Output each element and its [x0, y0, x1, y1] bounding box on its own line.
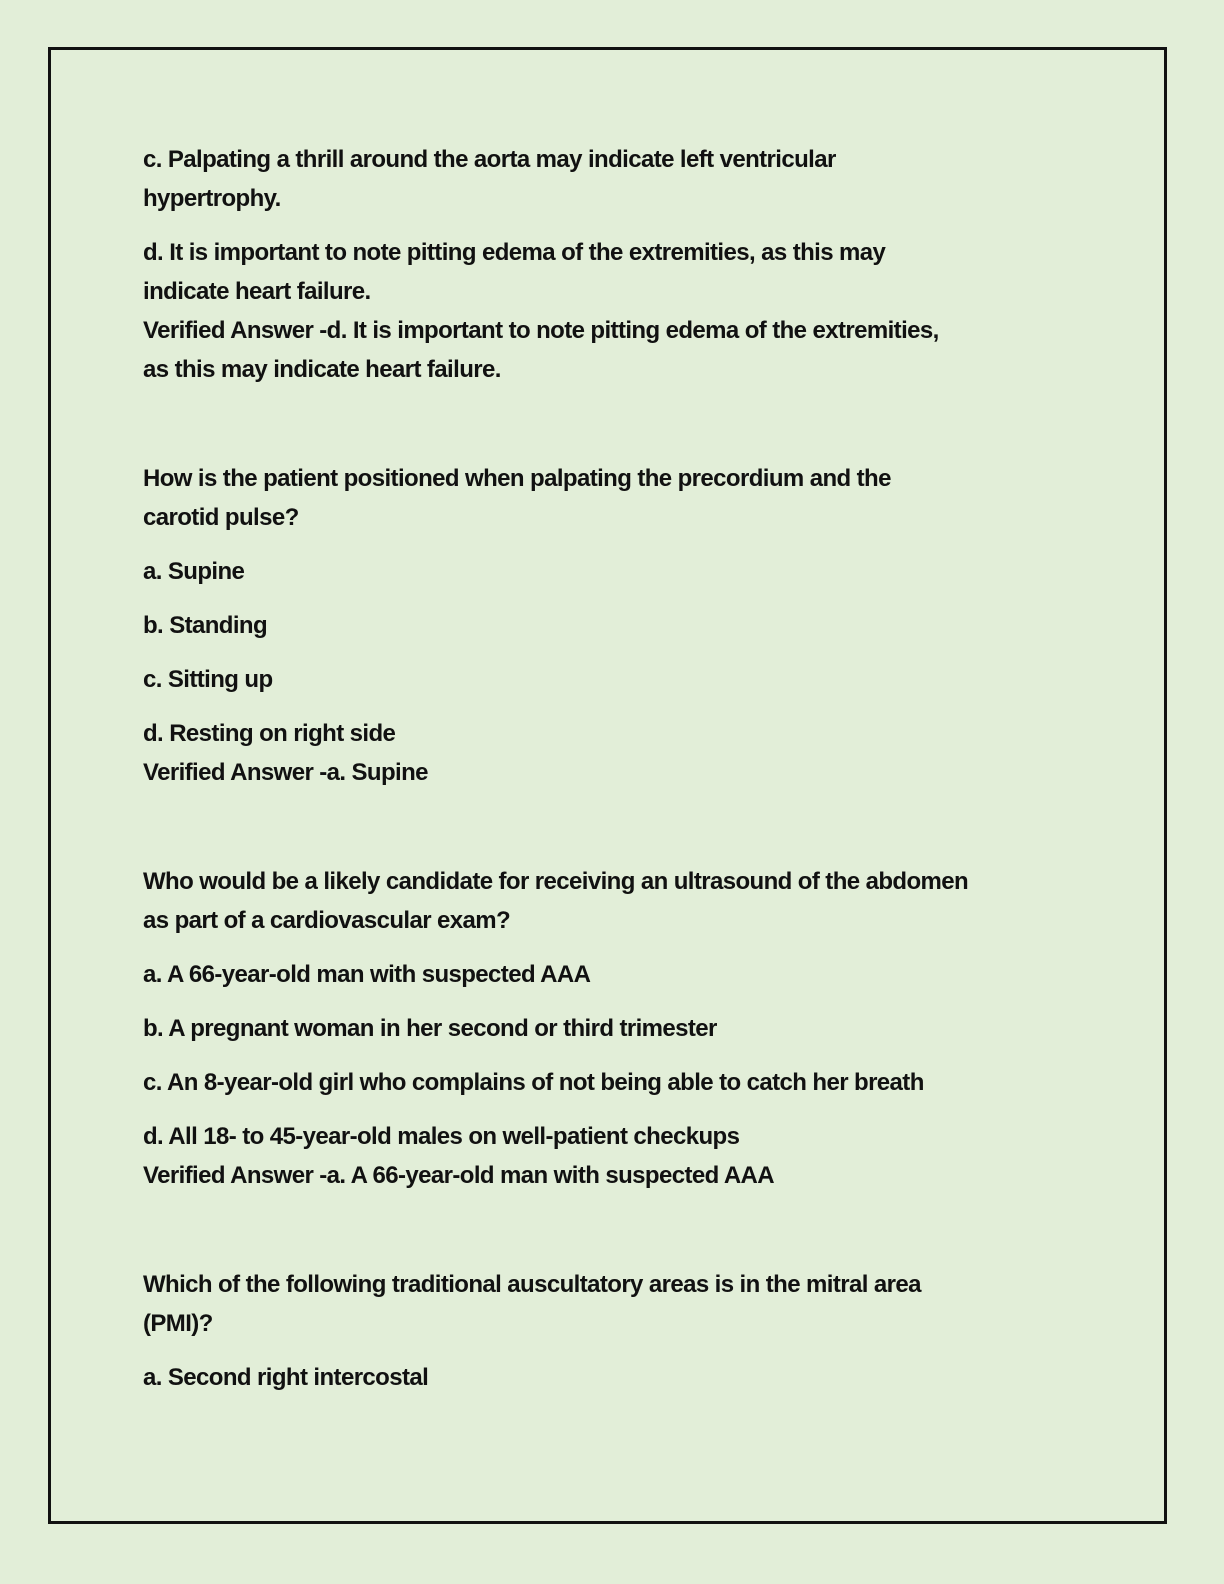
answer-option: b. Standing — [143, 612, 268, 639]
question-line: How is the patient positioned when palpating the precordium and the — [143, 465, 891, 492]
question-block — [143, 459, 1073, 792]
question-text — [143, 459, 1073, 537]
answer-option: a. Second right intercostal — [143, 1364, 429, 1391]
answer-option: a. Supine — [143, 558, 245, 585]
verified-answer: Verified Answer -a. Supine — [143, 759, 428, 786]
question-block — [143, 1265, 1073, 1397]
answer-option: d. All 18- to 45-year-old males on well-patient checkups — [143, 1123, 740, 1150]
question-line: Which of the following traditional auscultatory areas is in the mitral area — [143, 1271, 921, 1298]
answer-option: c. An 8-year-old girl who complains of not being able to catch her breath — [143, 1069, 924, 1096]
verified-answer-text: as this may indicate heart failure. — [143, 356, 501, 383]
answer-option: a. A 66-year-old man with suspected AAA — [143, 961, 591, 988]
answer-option: b. A pregnant woman in her second or third trimester — [143, 1015, 717, 1042]
answer-option: c. Sitting up — [143, 666, 273, 693]
answer-option — [143, 140, 1073, 218]
question-text — [143, 862, 1073, 940]
question-block — [143, 140, 1073, 389]
answer-option: d. Resting on right side — [143, 720, 396, 747]
option-text: hypertrophy. — [143, 185, 281, 212]
answer-option — [143, 233, 1073, 311]
verified-answer: Verified Answer -a. A 66-year-old man with suspected AAA — [143, 1162, 775, 1189]
question-text — [143, 1265, 1073, 1343]
question-block — [143, 862, 1073, 1195]
option-text: indicate heart failure. — [143, 278, 371, 305]
question-line: carotid pulse? — [143, 504, 299, 531]
question-line: (PMI)? — [143, 1310, 213, 1337]
verified-answer — [143, 311, 1073, 389]
option-text: d. It is important to note pitting edema of the extremities, as this may — [143, 239, 886, 266]
document-body — [143, 140, 1073, 1412]
option-text: c. Palpating a thrill around the aorta may indicate left ventricular — [143, 146, 836, 173]
verified-answer-text: Verified Answer -d. It is important to note pitting edema of the extremities, — [143, 317, 939, 344]
question-line: Who would be a likely candidate for receiving an ultrasound of the abdomen — [143, 868, 969, 895]
question-line: as part of a cardiovascular exam? — [143, 907, 511, 934]
